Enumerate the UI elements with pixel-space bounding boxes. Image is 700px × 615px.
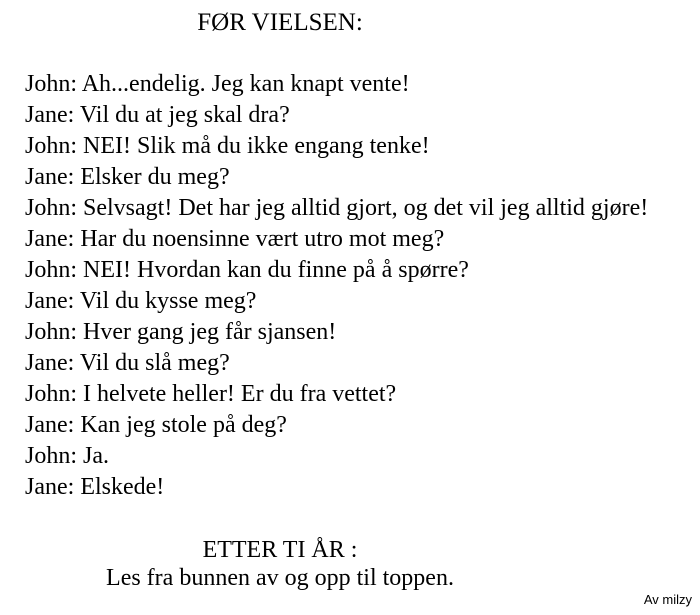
speaker-name: John:: [25, 195, 78, 221]
speaker-name: Jane:: [25, 164, 75, 190]
page-title: FØR VIELSEN:: [197, 9, 363, 36]
line-text: Elsker du meg?: [80, 164, 230, 190]
speaker-name: John:: [25, 319, 78, 345]
line-text: Ja.: [83, 443, 110, 469]
dialogue-line: [25, 348, 648, 379]
speaker-name: Jane:: [25, 288, 75, 314]
line-text: Vil du slå meg?: [79, 350, 230, 376]
credit-text: Av milzy: [643, 592, 692, 607]
line-text: Vil du at jeg skal dra?: [79, 102, 290, 128]
speaker-name: John:: [25, 381, 78, 407]
speaker-name: Jane:: [25, 350, 75, 376]
dialogue-line: [25, 69, 648, 100]
dialogue-line: [25, 317, 648, 348]
speaker-name: Jane:: [25, 226, 75, 252]
line-text: I helvete heller! Er du fra vettet?: [83, 381, 397, 407]
dialogue-line: [25, 162, 648, 193]
instruction-text: Les fra bunnen av og opp til toppen.: [106, 565, 454, 591]
line-text: Elskede!: [80, 474, 165, 500]
line-text: NEI! Slik må du ikke engang tenke!: [83, 133, 430, 159]
line-text: Vil du kysse meg?: [79, 288, 257, 314]
line-text: Kan jeg stole på deg?: [80, 412, 287, 438]
dialogue-line: [25, 224, 648, 255]
speaker-name: John:: [25, 443, 78, 469]
dialogue-line: [25, 441, 648, 472]
line-text: Selvsagt! Det har jeg alltid gjort, og det vil jeg alltid gjøre!: [83, 195, 649, 221]
dialogue-line: [25, 286, 648, 317]
speaker-name: John:: [25, 257, 78, 283]
line-text: Ah...endelig. Jeg kan knapt vente!: [81, 71, 410, 97]
after-title: ETTER TI ÅR :: [202, 537, 358, 563]
dialogue-line: [25, 472, 648, 503]
speaker-name: Jane:: [25, 102, 75, 128]
speaker-name: John:: [25, 71, 78, 97]
dialogue-line: [25, 100, 648, 131]
dialogue-line: [25, 379, 648, 410]
dialogue-line: [25, 131, 648, 162]
line-text: NEI! Hvordan kan du finne på å spørre?: [83, 257, 469, 283]
speaker-name: Jane:: [25, 474, 75, 500]
speaker-name: Jane:: [25, 412, 75, 438]
dialogue-list: [25, 69, 648, 503]
dialogue-line: [25, 255, 648, 286]
speaker-name: John:: [25, 133, 78, 159]
line-text: Har du noensinne vært utro mot meg?: [80, 226, 445, 252]
dialogue-line: [25, 410, 648, 441]
line-text: Hver gang jeg får sjansen!: [83, 319, 337, 345]
dialogue-line: [25, 193, 648, 224]
